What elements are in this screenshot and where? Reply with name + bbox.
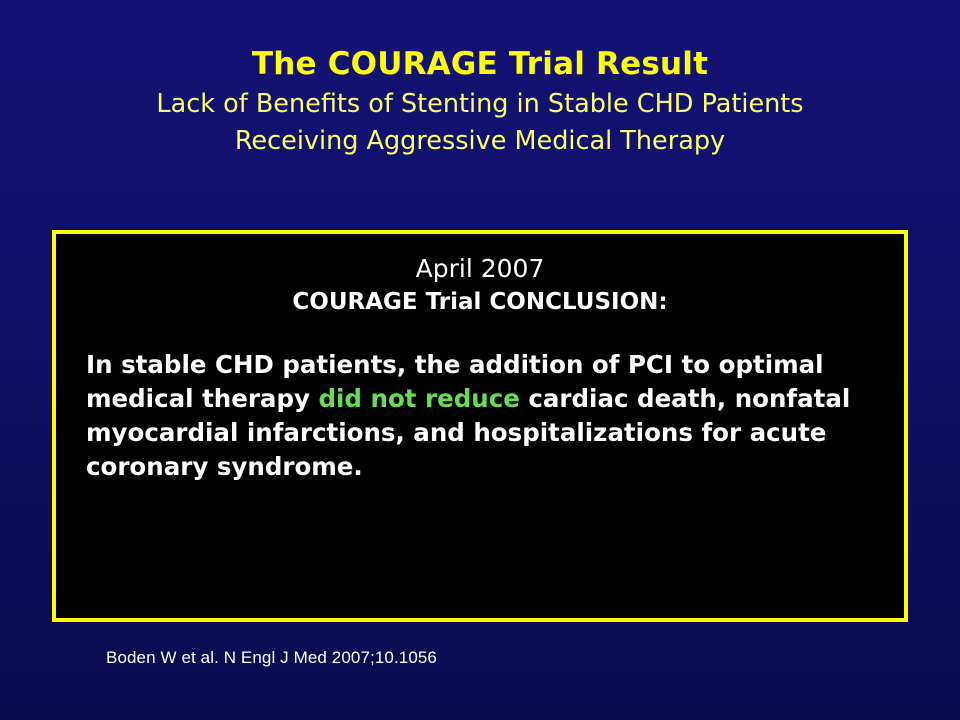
conclusion-box-inner — [56, 234, 904, 494]
page-subtitle-line1: Lack of Benefits of Stenting in Stable CHD Patients — [156, 89, 804, 119]
conclusion-body-part1: In stable CHD patients, the addition of PCI to optimal medical therapy — [86, 350, 824, 413]
title-block — [0, 44, 960, 158]
conclusion-box — [52, 230, 908, 622]
page-subtitle-line2: Receiving Aggressive Medical Therapy — [234, 126, 726, 156]
page-title: The COURAGE Trial Result — [251, 46, 709, 82]
conclusion-body-part2: cardiac death, nonfatal myocardial infarctions, and hospitalizations for acute coronary syndrome. — [86, 384, 851, 481]
conclusion-label: COURAGE Trial CONCLUSION: — [292, 289, 668, 315]
conclusion-box-header — [78, 252, 882, 318]
trial-date: April 2007 — [415, 254, 545, 283]
conclusion-body — [78, 348, 882, 484]
citation: Boden W et al. N Engl J Med 2007;10.1056 — [106, 648, 437, 667]
conclusion-body-highlight: did not reduce — [318, 384, 520, 413]
